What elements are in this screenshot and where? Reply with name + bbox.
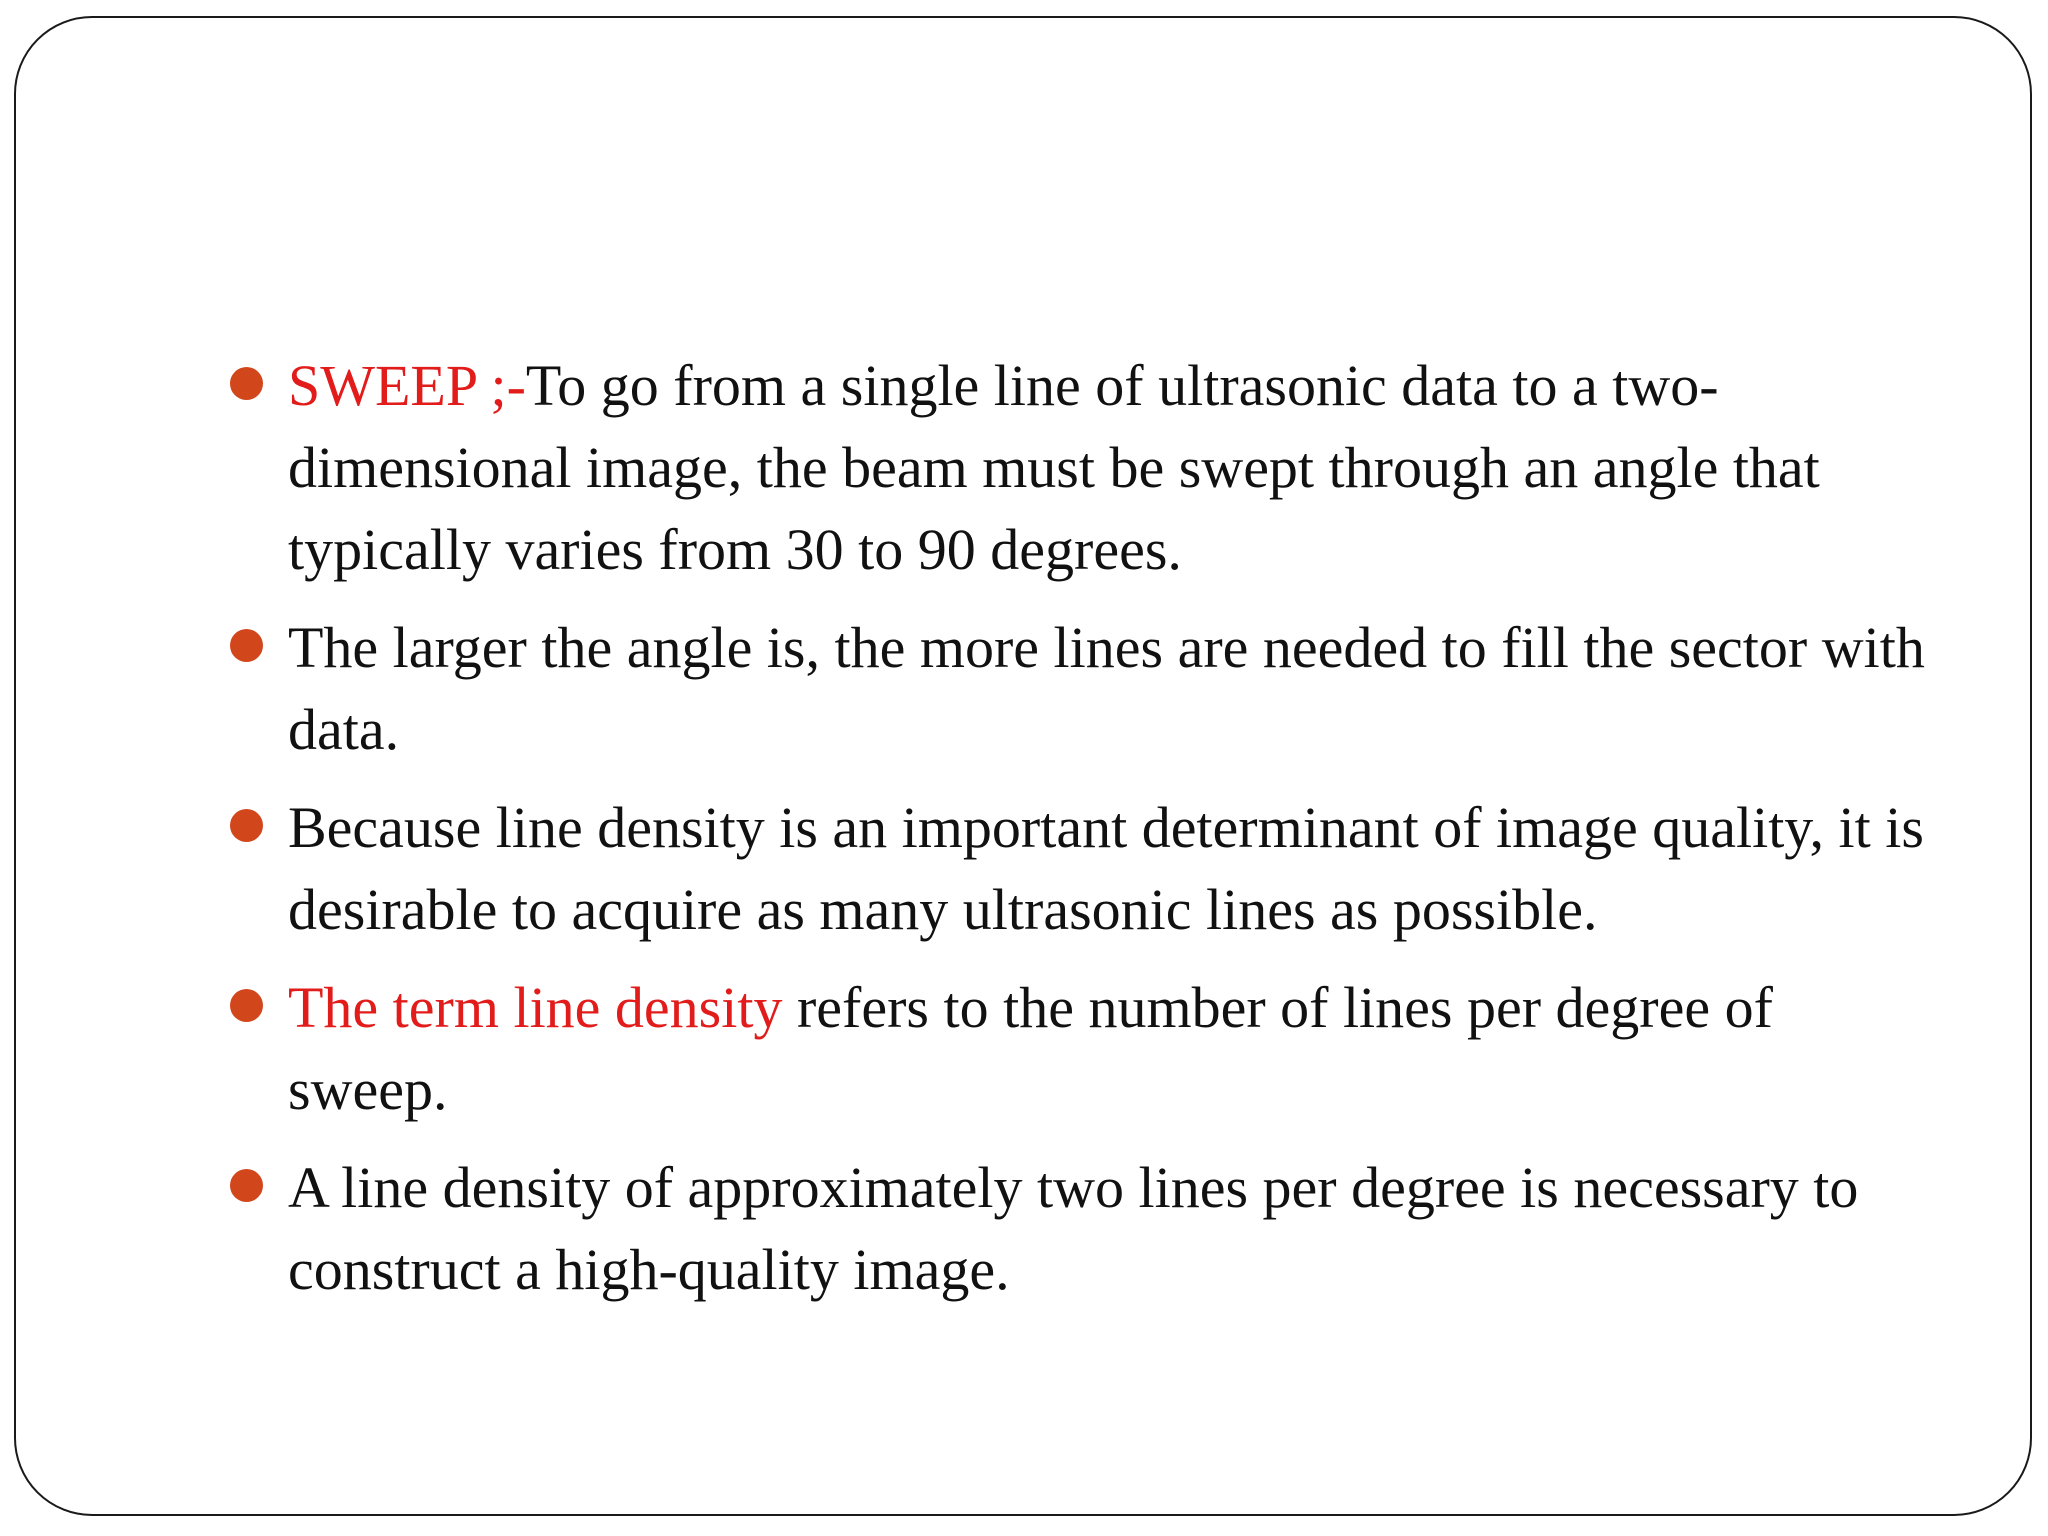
bullet-dot-icon <box>230 809 263 842</box>
bullet-dot-icon <box>230 629 263 662</box>
bullet-list <box>230 345 1940 1327</box>
bullet-lead-term: The term line density <box>288 975 783 1040</box>
bullet-text: The larger the angle is, the more lines are needed to fill the sector with data. <box>288 615 1925 762</box>
bullet-lead-term: SWEEP ;- <box>288 353 526 418</box>
bullet-term-line-density <box>230 967 1940 1131</box>
bullet-dot-icon <box>230 1169 263 1202</box>
bullet-two-lines-per-degree <box>230 1147 1940 1311</box>
bullet-text: Because line density is an important determinant of image quality, it is desirable to acquire as many ultrasonic lines as possible. <box>288 795 1924 942</box>
bullet-text: A line density of approximately two lines per degree is necessary to construct a high-quality image. <box>288 1155 1859 1302</box>
bullet-dot-icon <box>230 367 263 400</box>
bullet-text: refers to the number of lines per degree of sweep. <box>288 975 1773 1122</box>
bullet-larger-angle <box>230 607 1940 771</box>
bullet-sweep <box>230 345 1940 591</box>
bullet-text: To go from a single line of ultrasonic data to a two-dimensional image, the beam must be swept through an angle that typically varies from 30 to 90 degrees. <box>288 353 1820 582</box>
bullet-line-density-quality <box>230 787 1940 951</box>
bullet-dot-icon <box>230 989 263 1022</box>
